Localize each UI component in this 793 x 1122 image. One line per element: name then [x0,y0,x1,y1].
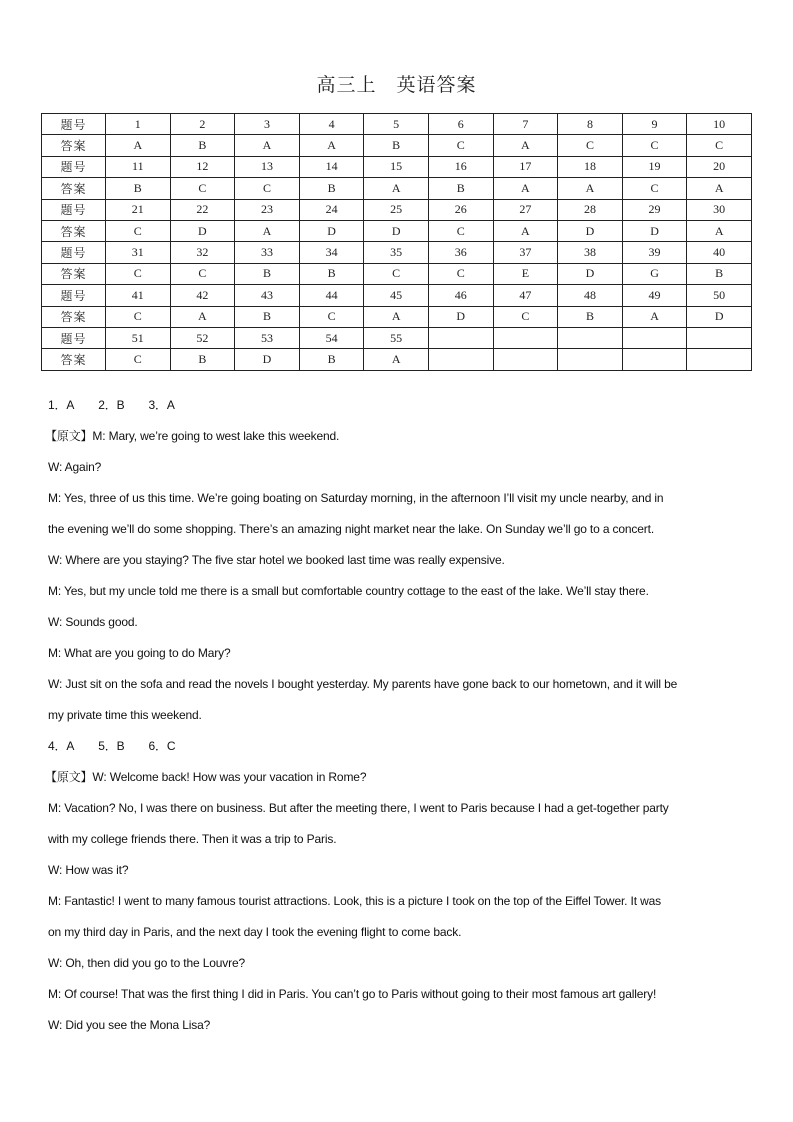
answer-cell: B [687,263,752,284]
number-label-cell: 题号 [42,285,106,306]
answer-cell: A [493,220,558,241]
answer-label-cell: 答案 [42,349,106,370]
answer-label-cell: 答案 [42,263,106,284]
answer-cell: B [364,135,429,156]
transcript-line [48,607,753,638]
number-label-cell: 题号 [42,327,106,348]
transcript-text: M: Yes, but my uncle told me there is a small but comfortable country cottage to the east of the lake. We’ll stay there. [48,584,649,598]
question-number-cell: 46 [428,285,493,306]
answer-cell: A [364,306,429,327]
answer-label-cell: 答案 [42,306,106,327]
transcript-line [48,700,753,731]
answer-cell: A [558,178,623,199]
answer-key-line [48,731,753,762]
question-number-cell: 36 [428,242,493,263]
transcript-text: M: Of course! That was the first thing I did in Paris. You can’t go to Paris without going to their most famous art gallery! [48,987,657,1001]
question-number-cell: 30 [687,199,752,220]
transcript-text: W: Oh, then did you go to the Louvre? [48,956,246,970]
question-number-cell: 50 [687,285,752,306]
question-number-cell [622,327,687,348]
question-number-cell [558,327,623,348]
answer-cell: D [170,220,235,241]
answer-cell: D [687,306,752,327]
answer-key-item: 2．B [98,398,125,412]
transcript-line [48,545,753,576]
question-number-cell: 27 [493,199,558,220]
question-number-cell: 28 [558,199,623,220]
answer-cell: C [235,178,300,199]
answer-cell: C [493,306,558,327]
transcript-line [48,824,753,855]
answer-cell: A [493,135,558,156]
answer-cell: B [299,178,364,199]
answer-cell: B [170,135,235,156]
transcript-text: W: How was it? [48,863,129,877]
question-number-cell: 8 [558,114,623,135]
question-number-cell: 52 [170,327,235,348]
answer-label-cell: 答案 [42,220,106,241]
question-number-cell [493,327,558,348]
question-number-cell: 24 [299,199,364,220]
answer-key-item: 1．A [48,398,75,412]
answer-row [42,306,752,327]
question-number-row [42,242,752,263]
question-number-row [42,285,752,306]
answer-cell: C [299,306,364,327]
question-number-cell: 55 [364,327,429,348]
transcript-line [48,514,753,545]
answer-cell: C [106,263,171,284]
question-number-cell: 45 [364,285,429,306]
answer-cell: A [235,135,300,156]
transcript-line [45,762,753,793]
answer-cell: C [622,135,687,156]
transcript-text: M: Vacation? No, I was there on business. But after the meeting there, I went to Paris because I had a get-together party [48,801,669,815]
number-label-cell: 题号 [42,199,106,220]
question-number-cell: 34 [299,242,364,263]
answer-cell: A [493,178,558,199]
answer-cell: D [622,220,687,241]
answer-cell: C [170,263,235,284]
question-number-cell: 54 [299,327,364,348]
answer-cell: B [558,306,623,327]
question-number-cell: 39 [622,242,687,263]
question-number-cell: 53 [235,327,300,348]
transcript-text: M: Mary, we’re going to west lake this weekend. [92,429,340,443]
transcript-line [48,483,753,514]
transcript-text: W: Sounds good. [48,615,138,629]
question-number-cell: 43 [235,285,300,306]
question-number-cell: 23 [235,199,300,220]
answer-key-item: 3．A [148,398,175,412]
answer-cell: A [299,135,364,156]
answer-cell: B [299,263,364,284]
answer-label-cell: 答案 [42,135,106,156]
question-number-cell: 32 [170,242,235,263]
question-number-cell: 22 [170,199,235,220]
question-number-cell: 40 [687,242,752,263]
answer-cell: C [622,178,687,199]
answer-cell: C [428,220,493,241]
answer-row [42,178,752,199]
transcript-text: W: Welcome back! How was your vacation in Rome? [92,770,367,784]
transcript-line [48,576,753,607]
answer-cell: D [558,263,623,284]
question-number-cell: 12 [170,156,235,177]
answer-cell: D [299,220,364,241]
answer-row [42,263,752,284]
answer-cell: A [106,135,171,156]
question-number-row [42,199,752,220]
answer-cell: C [106,220,171,241]
question-number-cell: 44 [299,285,364,306]
answer-cell [558,349,623,370]
answer-key-line [48,390,753,421]
question-number-cell: 33 [235,242,300,263]
question-number-cell: 38 [558,242,623,263]
answer-cell: C [558,135,623,156]
transcript-text: on my third day in Paris, and the next day I took the evening flight to come back. [48,925,462,939]
question-number-cell: 51 [106,327,171,348]
transcript-line [45,421,753,452]
question-number-cell: 31 [106,242,171,263]
answer-cell: A [364,178,429,199]
question-number-row [42,327,752,348]
answer-key-item: 6．C [148,739,176,753]
transcript-line [48,669,753,700]
question-number-cell: 16 [428,156,493,177]
number-label-cell: 题号 [42,156,106,177]
question-number-cell: 1 [106,114,171,135]
question-number-cell [428,327,493,348]
answer-cell: A [364,349,429,370]
transcript-text: W: Just sit on the sofa and read the novels I bought yesterday. My parents have gone back to our hometown, and it will be [48,677,678,691]
question-number-cell: 13 [235,156,300,177]
question-number-cell: 7 [493,114,558,135]
answer-cell: E [493,263,558,284]
question-number-cell: 5 [364,114,429,135]
question-number-cell: 49 [622,285,687,306]
answer-label-cell: 答案 [42,178,106,199]
source-text-tag: 【原文】 [45,770,93,784]
transcript-text: M: Yes, three of us this time. We’re going boating on Saturday morning, in the afternoon I’ll visit my uncle nearby, and in [48,491,664,505]
question-number-cell: 35 [364,242,429,263]
answer-cell: D [364,220,429,241]
transcript-text: the evening we’ll do some shopping. There’s an amazing night market near the lake. On Sunday we’ll go to a concert. [48,522,655,536]
number-label-cell: 题号 [42,114,106,135]
transcript-line [48,979,753,1010]
question-number-row [42,156,752,177]
question-number-cell: 47 [493,285,558,306]
answer-cell: B [299,349,364,370]
page-title [0,70,793,97]
transcript-line [48,855,753,886]
question-number-cell: 21 [106,199,171,220]
answer-key-item: 4．A [48,739,75,753]
title-subject: 英语答案 [396,74,477,96]
answer-row [42,135,752,156]
answer-cell: G [622,263,687,284]
answer-cell [493,349,558,370]
transcript-text: W: Did you see the Mona Lisa? [48,1018,211,1032]
question-number-cell: 17 [493,156,558,177]
question-number-cell: 11 [106,156,171,177]
answer-cell: D [558,220,623,241]
question-number-cell: 6 [428,114,493,135]
answer-cell [428,349,493,370]
transcript-text: my private time this weekend. [48,708,202,722]
answer-cell: A [622,306,687,327]
answer-cell: B [170,349,235,370]
transcript-text: W: Where are you staying? The five star hotel we booked last time was really expensive. [48,553,505,567]
transcript-text: with my college friends there. Then it was a trip to Paris. [48,832,337,846]
answer-cell: B [428,178,493,199]
answer-key-item: 5．B [98,739,125,753]
answer-cell: B [235,263,300,284]
number-label-cell: 题号 [42,242,106,263]
answer-cell [687,349,752,370]
answer-cell: C [106,306,171,327]
answer-cell: A [687,220,752,241]
question-number-cell: 29 [622,199,687,220]
answer-row [42,349,752,370]
transcript-line [48,948,753,979]
answer-cell: C [364,263,429,284]
answer-cell: C [428,263,493,284]
transcript-line [48,452,753,483]
question-number-cell: 4 [299,114,364,135]
transcript-text: W: Again? [48,460,102,474]
answer-row [42,220,752,241]
question-number-cell: 41 [106,285,171,306]
transcript-line [48,886,753,917]
answer-cell: D [235,349,300,370]
question-number-cell: 15 [364,156,429,177]
answer-cell: A [170,306,235,327]
answer-cell: A [235,220,300,241]
answer-cell: C [170,178,235,199]
listening-transcripts [45,390,753,1041]
question-number-cell: 19 [622,156,687,177]
answer-table [41,113,752,371]
question-number-row [42,114,752,135]
question-number-cell: 26 [428,199,493,220]
answer-cell [622,349,687,370]
question-number-cell [687,327,752,348]
answer-cell: B [106,178,171,199]
question-number-cell: 37 [493,242,558,263]
question-number-cell: 2 [170,114,235,135]
question-number-cell: 14 [299,156,364,177]
question-number-cell: 42 [170,285,235,306]
question-number-cell: 10 [687,114,752,135]
question-number-cell: 3 [235,114,300,135]
source-text-tag: 【原文】 [45,429,93,443]
question-number-cell: 48 [558,285,623,306]
answer-cell: C [687,135,752,156]
transcript-text: M: Fantastic! I went to many famous tourist attractions. Look, this is a picture I took on the top of the Eiffel Tower. It was [48,894,661,908]
answer-cell: A [687,178,752,199]
question-number-cell: 18 [558,156,623,177]
transcript-text: M: What are you going to do Mary? [48,646,231,660]
answer-cell: C [106,349,171,370]
question-number-cell: 25 [364,199,429,220]
answer-cell: B [235,306,300,327]
answer-cell: D [428,306,493,327]
question-number-cell: 20 [687,156,752,177]
title-grade: 高三上 [316,74,377,96]
answer-cell: C [428,135,493,156]
transcript-line [48,793,753,824]
question-number-cell: 9 [622,114,687,135]
transcript-line [48,638,753,669]
transcript-line [48,917,753,948]
transcript-line [48,1010,753,1041]
